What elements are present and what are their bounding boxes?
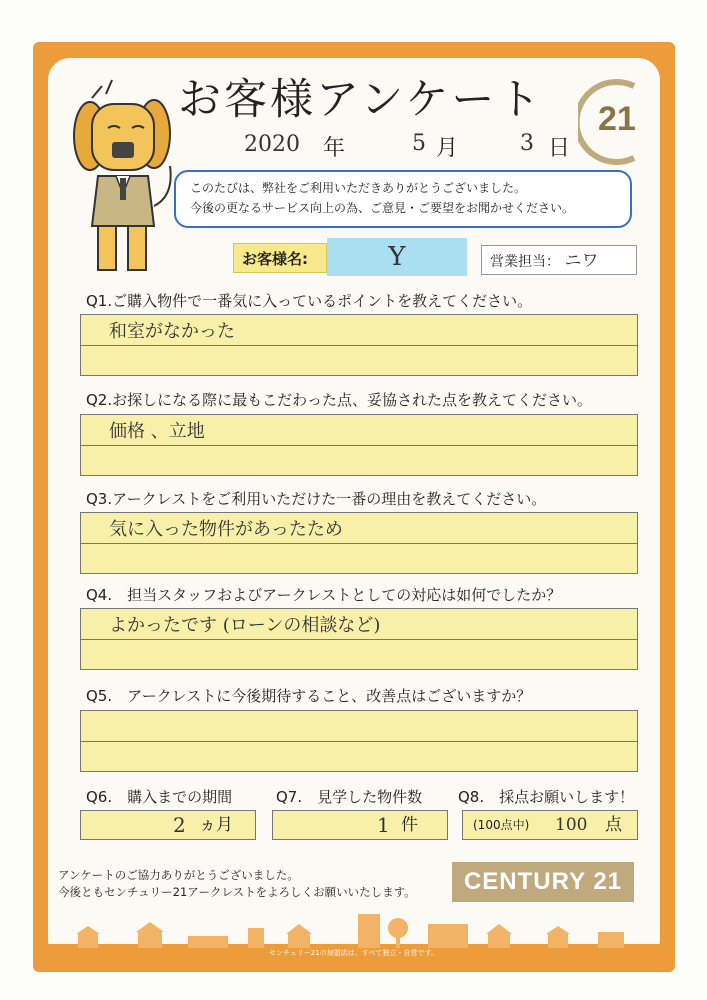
date-day-unit: 日 (548, 136, 571, 161)
viewed-count-value: 1 (377, 813, 390, 837)
question-2: Q2.お探しになる際に最もこだわった点、妥協された点を教えてください。 (86, 391, 592, 409)
question-8: Q8. 採点お願いします！ (458, 788, 635, 806)
score-value: 100 (555, 815, 588, 835)
staff-value: ニワ (564, 251, 599, 271)
date-month-unit: 月 (436, 136, 459, 161)
viewed-count-unit: 件 (401, 815, 418, 835)
survey-title: お客様アンケート (178, 75, 544, 125)
logo-number: 21 (598, 100, 636, 138)
answer-3: 気に入った物件があったため (109, 519, 343, 540)
period-unit: ヵ月 (199, 815, 233, 835)
question-6: Q6. 購入までの期間 (86, 788, 233, 806)
staff-label: 営業担当： (490, 254, 560, 270)
greeting-line-1: このたびは、弊社をご利用いただきありがとうございました。 (190, 181, 527, 195)
answer-4: よかったです (ローンの相談など) (109, 615, 381, 636)
question-1: Q1.ご購入物件で一番気に入っているポイントを教えてください。 (86, 292, 533, 310)
viewed-count-field[interactable] (272, 810, 448, 840)
fine-print: センチュリー21の加盟店は、すべて独立・自営です。 (269, 949, 438, 957)
century21-brand: CENTURY 21 (452, 862, 634, 902)
answer-box-2[interactable] (80, 414, 638, 476)
score-unit: 点 (605, 815, 622, 835)
question-4: Q4. 担当スタッフおよびアークレストとしての対応は如何でしたか？ (86, 586, 562, 604)
score-prefix: (100点中) (473, 818, 530, 832)
date-year: 2020 (244, 132, 300, 157)
footer-line-2: 今後ともセンチュリー21アークレストをよろしくお願いいたします。 (58, 885, 416, 899)
period-field[interactable] (80, 810, 256, 840)
footer-line-1: アンケートのご協力ありがとうございました。 (58, 868, 299, 882)
date-year-unit: 年 (323, 136, 346, 161)
customer-name-label: お客様名: (233, 243, 327, 273)
question-3: Q3.アークレストをご利用いただけた一番の理由を教えてください。 (86, 490, 547, 508)
greeting-line-2: 今後の更なるサービス向上の為、ご意見・ご要望をお聞かせください。 (190, 201, 575, 215)
mascot-dog-icon (62, 76, 182, 286)
answer-1: 和室がなかった (109, 321, 235, 342)
question-5: Q5. アークレストに今後期待すること、改善点はございますか？ (86, 687, 532, 705)
question-7: Q7. 見学した物件数 (276, 788, 423, 806)
answer-2: 価格 、立地 (109, 421, 205, 442)
date-month: 5 (412, 131, 426, 156)
footer-message (58, 867, 416, 901)
answer-box-1[interactable] (80, 314, 638, 376)
greeting-bubble (174, 170, 632, 228)
score-field[interactable] (462, 810, 638, 840)
period-value: 2 (173, 813, 186, 837)
date-day: 3 (520, 131, 534, 156)
customer-name-field[interactable]: Y (327, 238, 467, 276)
answer-box-4[interactable] (80, 608, 638, 670)
answer-box-3[interactable] (80, 512, 638, 574)
staff-field[interactable] (481, 245, 637, 275)
answer-box-5[interactable] (80, 710, 638, 772)
